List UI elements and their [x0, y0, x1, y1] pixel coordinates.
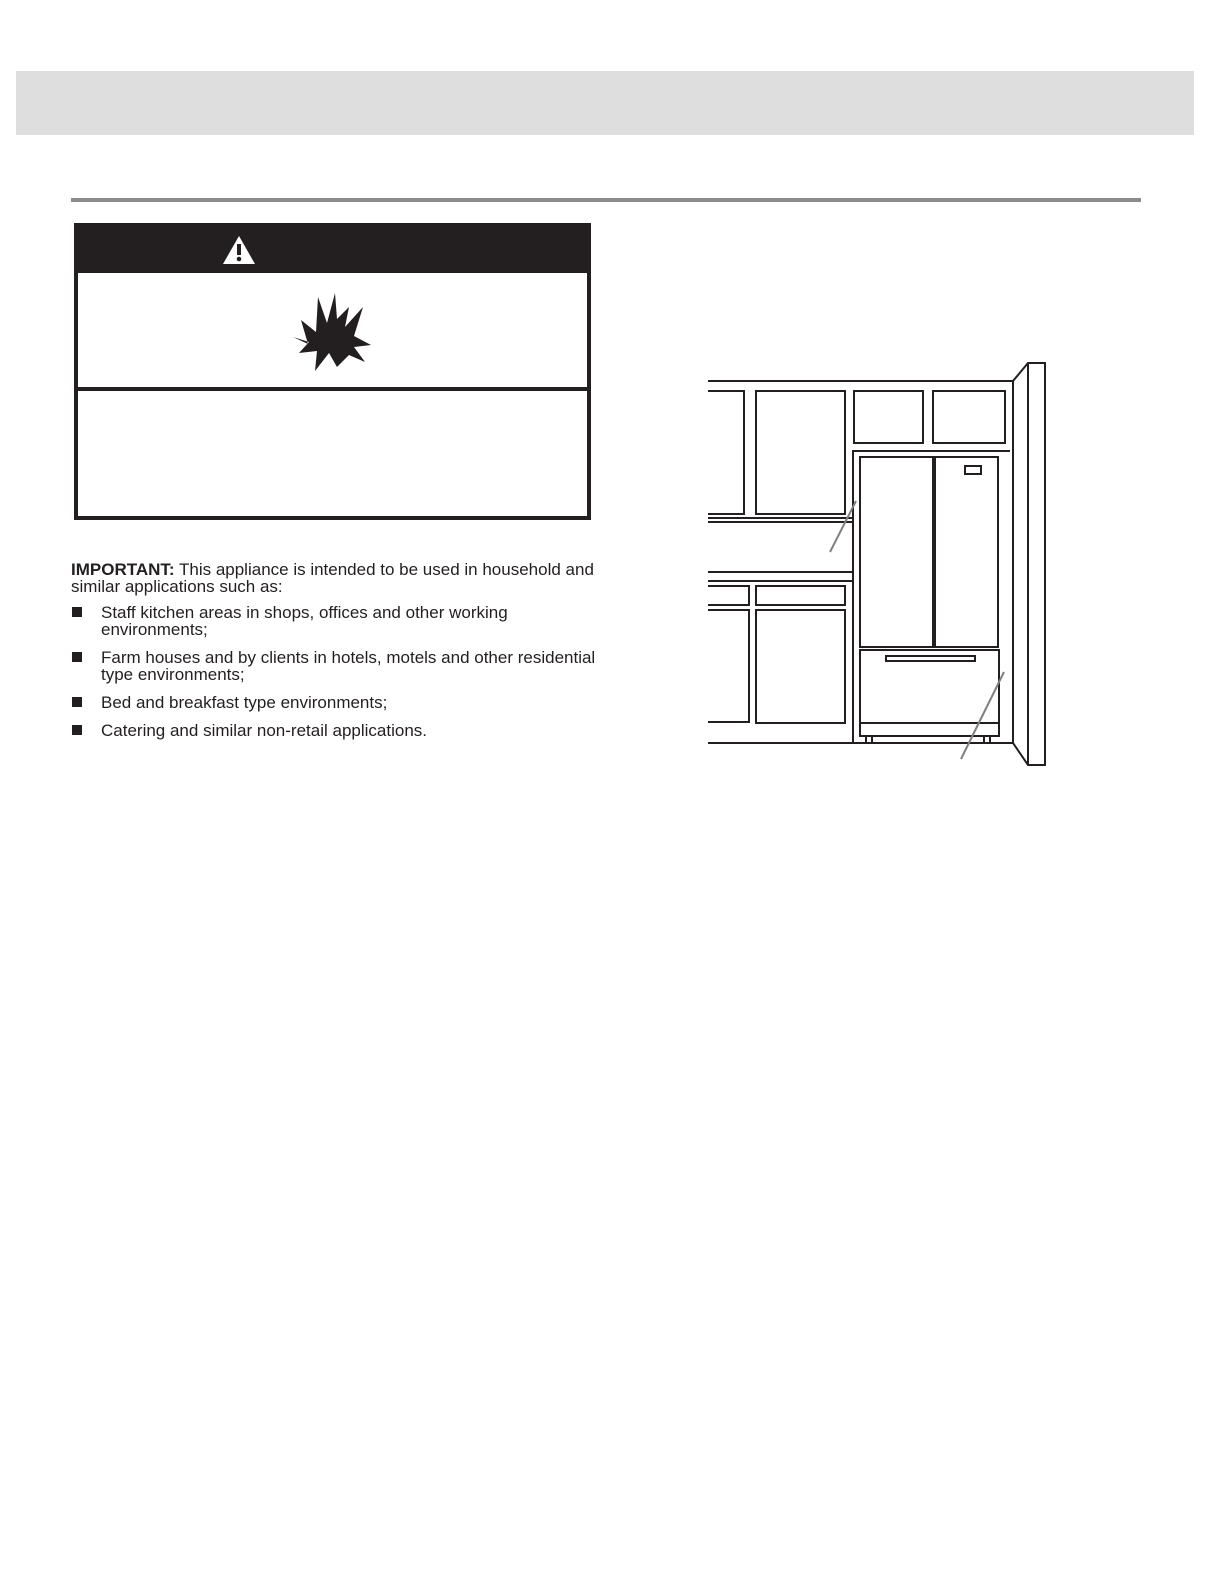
list-item — [71, 649, 601, 683]
list-item-text: Bed and breakfast type environments; — [101, 693, 388, 712]
important-text: This appliance is intended to be used in household and similar applications such as: — [71, 560, 594, 596]
list-item — [71, 604, 601, 638]
square-bullet-icon — [72, 725, 82, 735]
warning-box — [74, 223, 591, 520]
usage-list — [71, 604, 601, 739]
list-item-text: Catering and similar non-retail applications. — [101, 721, 427, 740]
list-item-text: Farm houses and by clients in hotels, motels and other residential type environments; — [101, 648, 596, 684]
warning-header-bar — [78, 227, 587, 273]
warning-triangle-icon — [222, 235, 256, 265]
refrigerator-in-cabinetry-icon — [700, 355, 1055, 770]
warning-divider — [78, 387, 587, 391]
important-intro — [71, 561, 601, 595]
explosion-icon — [291, 289, 377, 373]
square-bullet-icon — [72, 607, 82, 617]
square-bullet-icon — [72, 697, 82, 707]
square-bullet-icon — [72, 652, 82, 662]
section-divider — [71, 198, 1141, 202]
header-band — [16, 71, 1194, 135]
important-notice — [71, 561, 601, 750]
important-label: IMPORTANT: — [71, 560, 175, 579]
list-item-text: Staff kitchen areas in shops, offices and other working environments; — [101, 603, 508, 639]
list-item — [71, 722, 601, 739]
list-item — [71, 694, 601, 711]
